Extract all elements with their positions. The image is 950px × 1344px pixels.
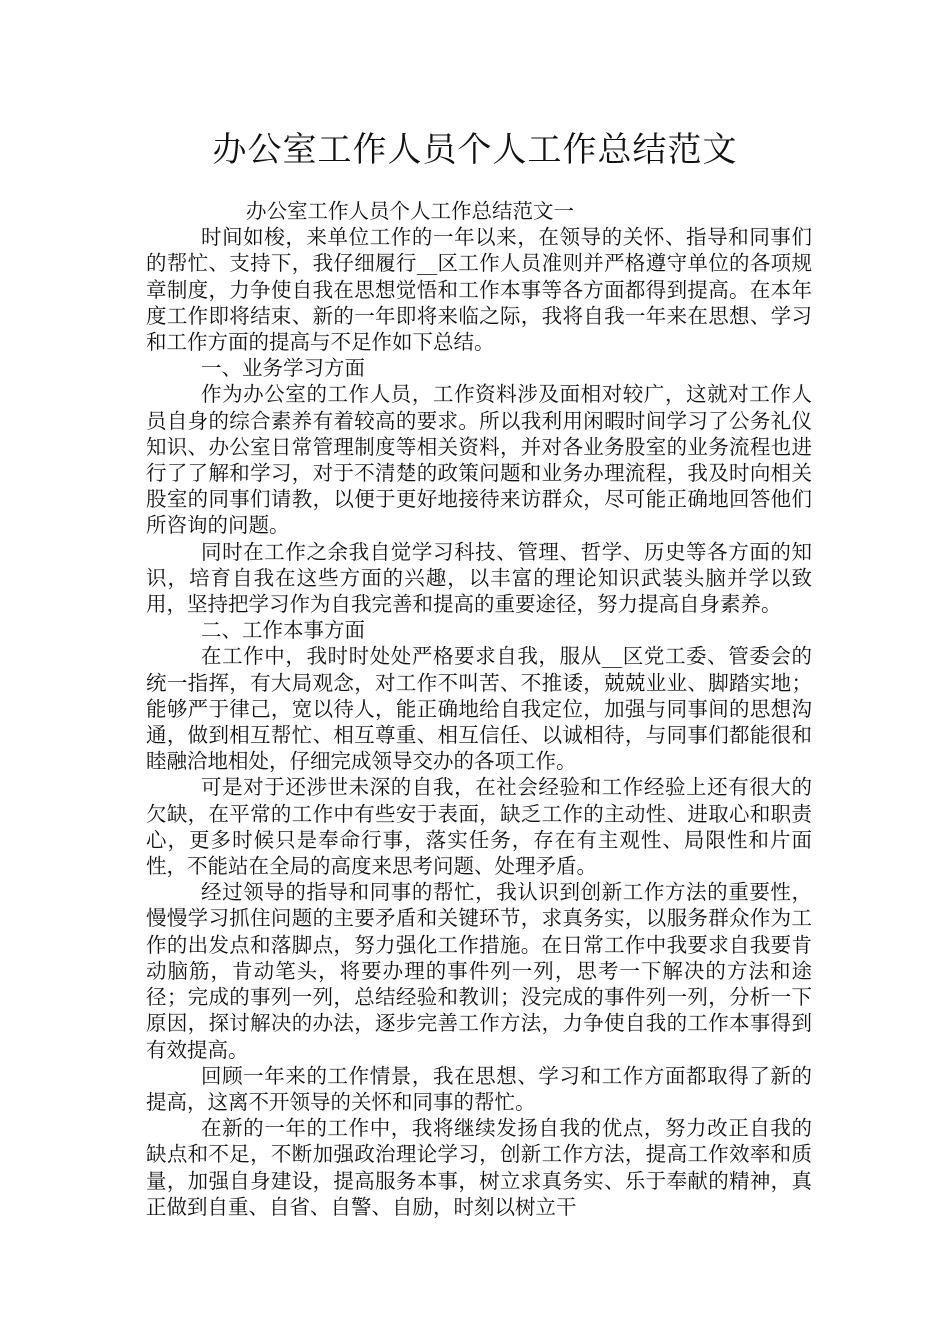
paragraph-intro: 时间如梭，来单位工作的一年以来，在领导的关怀、指导和同事们的帮忙、支持下，我仔细履行__区工作人员准则并严格遵守单位的各项规章制度，力争使自我在思想觉悟和工作本事等各方面都得到提高。在本年度工作即将结束、新的一年即将来临之际，我将自我一年来在思想、学习和工作方面的提高与不足作如下总结。 [146, 225, 812, 355]
section-subtitle: 办公室工作人员个人工作总结范文一 [246, 199, 574, 223]
paragraph-study-2: 同时在工作之余我自觉学习科技、管理、哲学、历史等各方面的知识，培育自我在这些方面的兴趣，以丰富的理论知识武装头脑并学以致用，坚持把学习作为自我完善和提高的重要途径，努力提高自身素养。 [146, 539, 812, 617]
paragraph-ability-1: 在工作中，我时时处处严格要求自我，服从__区党工委、管委会的统一指挥，有大局观念，对工作不叫苦、不推诿，兢兢业业、脚踏实地；能够严于律己，宽以待人，能正确地给自我定位，加强与同事间的思想沟通，做到相互帮忙、相互尊重、相互信任、以诚相待，与同事们都能很和睦融洽地相处，仔细完成领导交办的各项工作。 [146, 644, 812, 774]
paragraph-outlook: 在新的一年的工作中，我将继续发扬自我的优点，努力改正自我的缺点和不足，不断加强政治理论学习，创新工作方法，提高工作效率和质量，加强自身建设，提高服务本事，树立求真务实、乐于奉献的精神，真正做到自重、自省、自警、自励，时刻以树立干 [146, 1116, 812, 1219]
document-body [146, 198, 812, 1220]
page-title: 办公室工作人员个人工作总结范文 [212, 130, 738, 170]
section-heading-ability: 二、工作本事方面 [201, 618, 365, 643]
paragraph-ability-2: 可是对于还涉世未深的自我，在社会经验和工作经验上还有很大的欠缺，在平常的工作中有些安于表面，缺乏工作的主动性、进取心和职责心，更多时候只是奉命行事，落实任务，存在有主观性、局限性和片面性，不能站在全局的高度来思考问题、处理矛盾。 [146, 775, 812, 879]
section-heading-study: 一、业务学习方面 [201, 356, 365, 381]
paragraph-study-1: 作为办公室的工作人员，工作资料涉及面相对较广，这就对工作人员自身的综合素养有着较高的要求。所以我利用闲暇时间学习了公务礼仪知识、办公室日常管理制度等相关资料，并对各业务股室的业务流程也进行了了解和学习，对于不清楚的政策问题和业务办理流程，我及时向相关股室的同事们请教，以便于更好地接待来访群众，尽可能正确地回答他们所咨询的问题。 [146, 382, 812, 538]
paragraph-review: 回顾一年来的工作情景，我在思想、学习和工作方面都取得了新的提高，这离不开领导的关怀和同事的帮忙。 [146, 1063, 812, 1114]
paragraph-ability-3: 经过领导的指导和同事的帮忙，我认识到创新工作方法的重要性，慢慢学习抓住问题的主要矛盾和关键环节，求真务实，以服务群众作为工作的出发点和落脚点，努力强化工作措施。在日常工作中我要求自我要肯动脑筋，肯动笔头，将要办理的事件列一列，思考一下解决的方法和途径；完成的事列一列，总结经验和教训；没完成的事件列一列，分析一下原因，探讨解决的办法，逐步完善工作方法，力争使自我的工作本事得到有效提高。 [146, 880, 812, 1062]
